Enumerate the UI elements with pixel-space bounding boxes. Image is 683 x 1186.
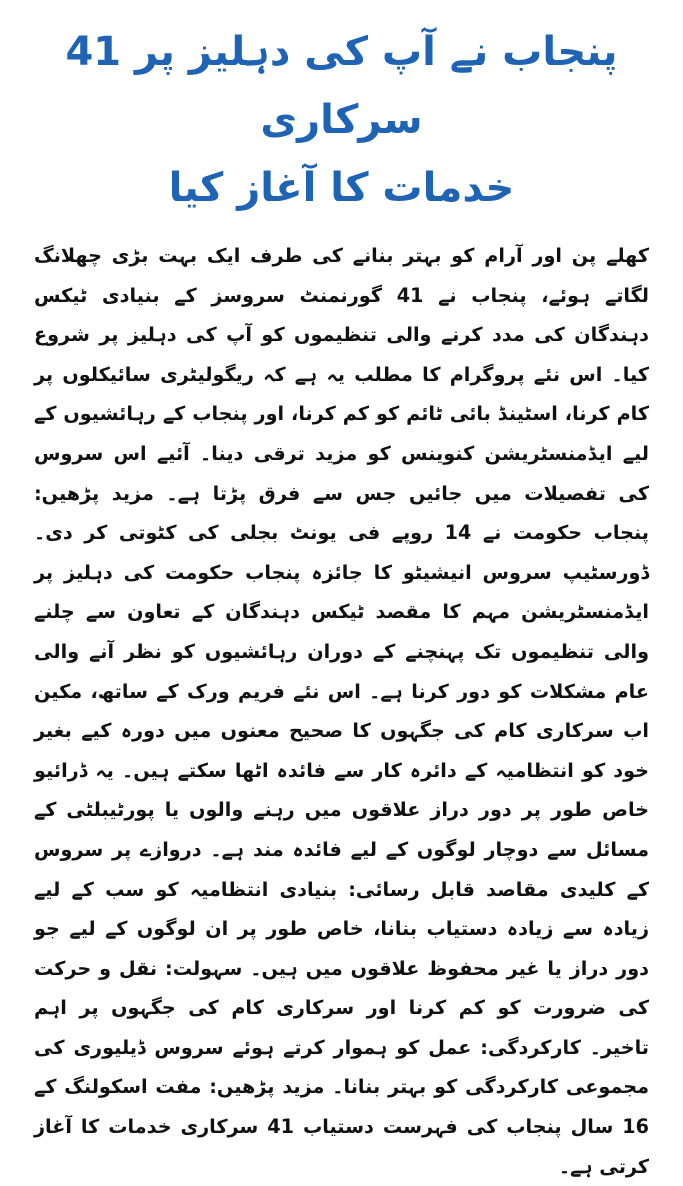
article-title-line-2: خدمات کا آغاز کیا [168,165,515,211]
article-title-line-1: پنجاب نے آپ کی دہلیز پر 41 سرکاری [65,29,618,143]
article-paragraph: کھلے پن اور آرام کو بہتر بنانے کی طرف ایک بہت بڑی چھلانگ لگاتے ہوئے، پنجاب نے 41 گورنمنٹ سروسز کے بنیادی ٹیکس دہندگان کی مدد کرنے والی تنظیموں کو آپ کی دہلیز پر شروع کیا۔ اس نئے پروگرام کا مطلب یہ ہے کہ ریگولیٹری سائیکلوں پر کام کرنا، اسٹینڈ بائی ٹائم کو کم کرنا، اور پنجاب کے رہائشیوں کے لیے ایڈمنسٹریشن کنوینس کو مزید ترقی دینا۔ آئیے اس سروس کی تفصیلات میں جائیں جس سے فرق پڑتا ہے۔ مزید پڑھیں: پنجاب حکومت نے 14 روپے فی یونٹ بجلی کی کٹوتی کر دی۔ ڈورسٹیپ سروس انیشیٹو کا جائزہ پنجاب حکومت کی دہلیز پر ایڈمنسٹریشن مہم کا مقصد ٹیکس دہندگان کے تعاون سے چلنے والی تنظیموں تک پہنچنے کے دوران رہائشیوں کو نظر آنے والی عام مشکلات کو دور کرنا ہے۔ اس نئے فریم ورک کے ساتھ، مکین اب سرکاری کام کی جگہوں کا صحیح معنوں میں دورہ کیے بغیر خود کو انتظامیہ کے دائرہ کار سے فائدہ اٹھا سکتے ہیں۔ یہ ڈرائیو خاص طور پر دور دراز علاقوں میں رہنے والوں یا پورٹیبلٹی کے مسائل سے دوچار لوگوں کے لیے فائدہ مند ہے۔ دروازے پر سروس کے کلیدی مقاصد قابل رسائی: بنیادی انتظامیہ کو سب کے لیے زیادہ سے زیادہ دستیاب بنانا، خاص طور پر ان لوگوں کے لیے جو دور دراز یا غیر محفوظ علاقوں میں ہیں۔ سہولت: نقل و حرکت کی ضرورت کو کم کرنا اور سرکاری کام کی جگہوں پر اہم تاخیر۔ کارکردگی: عمل کو ہموار کرتے ہوئے سروس ڈیلیوری کی مجموعی کارکردگی کو بہتر بنانا۔ مزید پڑھیں: مفت اسکولنگ کے 16 سال پنجاب کی فہرست دستیاب 41 سرکاری خدمات کا آغاز کرتی ہے۔ [34,244,649,1178]
article-body [34,236,649,1186]
article-title [34,18,649,222]
